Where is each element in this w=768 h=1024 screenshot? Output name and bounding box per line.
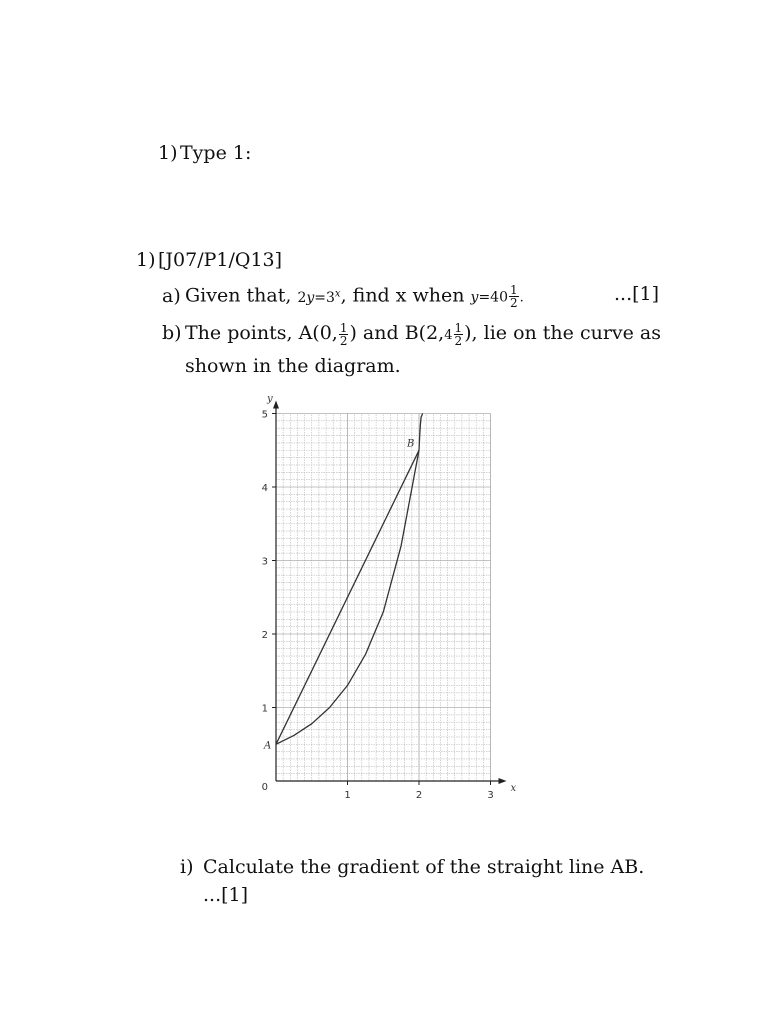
point-b-whole: 4 (444, 328, 453, 343)
y-tick-label: 5 (261, 409, 268, 421)
exponential-curve (276, 414, 423, 745)
equation-coefficient: 2 (297, 289, 307, 306)
point-a-fraction (339, 322, 349, 347)
part-a (162, 282, 524, 311)
question-number: 1) (136, 249, 156, 271)
when-fraction-denominator: 2 (510, 296, 518, 311)
when-fraction (509, 284, 519, 309)
when-fraction-numerator: 1 (510, 283, 518, 298)
part-b-label: b) (162, 322, 182, 344)
point-b-fraction (454, 322, 464, 347)
part-b (162, 321, 661, 348)
section-title: Type 1: (180, 142, 252, 164)
y-tick-label: 2 (261, 630, 268, 641)
exponential-graph (250, 396, 520, 806)
part-a-text-before: Given that, (185, 284, 298, 307)
x-tick-label: 1 (344, 790, 351, 801)
when-equation (471, 290, 508, 306)
x-tick-label: 3 (487, 790, 494, 801)
y-tick-label: 1 (261, 703, 268, 715)
graph-curves (276, 414, 423, 745)
part-a-end: . (519, 290, 524, 306)
part-a-marks: ...[1] (614, 283, 660, 305)
x-axis-arrow (499, 778, 507, 784)
when-value: =40 (478, 289, 508, 306)
y-tick-label: 4 (261, 483, 268, 494)
point-b-denominator: 2 (454, 333, 463, 348)
part-b-line2: shown in the diagram. (185, 355, 401, 377)
equation-lhs (297, 290, 340, 306)
question-reference: [J07/P1/Q13] (158, 249, 283, 271)
question-heading (136, 248, 282, 272)
point-a-numerator: 1 (339, 320, 348, 335)
part-b-text2: ) and B(2, (349, 322, 445, 344)
equation-variable: y (306, 289, 315, 306)
part-a-text-middle: , find x when (340, 284, 471, 307)
part-b-text3: ), lie on the curve as (464, 322, 661, 344)
part-i-text: Calculate the gradient of the straight line AB. (203, 856, 645, 878)
point-a-denominator: 2 (339, 333, 348, 348)
x-axis-label: x (510, 783, 517, 794)
x-tick-label: 2 (415, 790, 423, 801)
part-a-label: a) (162, 284, 181, 307)
part-b-text1: The points, A(0, (185, 322, 338, 344)
y-axis-arrow (273, 401, 279, 409)
y-tick-label: 3 (261, 556, 268, 568)
equation-mid: =3 (314, 289, 335, 306)
part-i (180, 855, 644, 879)
part-i-marks: ...[1] (203, 884, 249, 906)
section-number: 1) (158, 142, 178, 164)
graph-labels (262, 396, 517, 801)
point-label-b: B (407, 438, 415, 450)
point-b-numerator: 1 (454, 320, 463, 335)
origin-label: 0 (261, 782, 268, 793)
when-variable: y (470, 289, 479, 306)
part-i-label: i) (180, 856, 194, 878)
equation-exponent: x (334, 288, 341, 299)
point-label-a: A (264, 740, 272, 752)
section-heading (158, 141, 251, 165)
y-axis-label: y (267, 396, 273, 405)
